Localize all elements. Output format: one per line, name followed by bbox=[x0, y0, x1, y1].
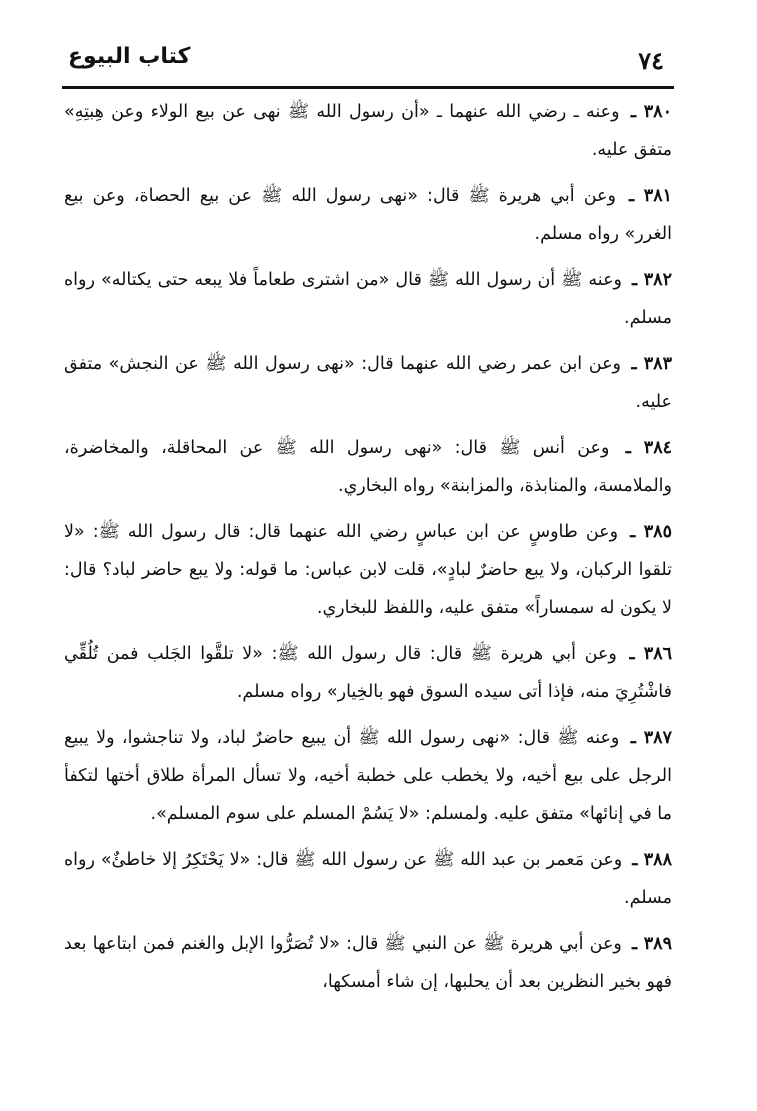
hadith-text: وعنه ﷺ أن رسول الله ﷺ قال «من اشترى طعاماً فلا يبعه حتى يكتاله» رواه مسلم. bbox=[64, 270, 672, 328]
hadith-number: ٣٨٩ ـ bbox=[631, 934, 672, 954]
hadith-text: وعن طاوسٍ عن ابن عباسٍ رضي الله عنهما قال: قال رسول الله ﷺ: «لا تلقوا الركبان، ولا يبع حاضرٌ لبادٍ»، قلت لابن عباس: ما قوله: ولا يبع حاضر لباد؟ قال: لا يكون له سمساراً» متفق عليه، واللفظ للبخاري. bbox=[64, 522, 672, 618]
hadith-text: وعن أبي هريرة ﷺ عن النبي ﷺ قال: «لا تُصَرُّوا الإبل والغنم فمن ابتاعها بعد فهو بخير النظرين بعد أن يحلبها، إن شاء أمسكها، bbox=[64, 934, 672, 992]
hadith-paragraph bbox=[64, 513, 672, 627]
hadith-paragraph bbox=[64, 93, 672, 169]
hadith-number: ٣٨٨ ـ bbox=[632, 850, 672, 870]
hadith-text: وعن أبي هريرة ﷺ قال: «نهى رسول الله ﷺ عن بيع الحصاة، وعن بيع الغرر» رواه مسلم. bbox=[64, 186, 672, 244]
hadith-number: ٣٨٢ ـ bbox=[632, 270, 672, 290]
header-rule bbox=[62, 86, 674, 89]
hadith-paragraph bbox=[64, 177, 672, 253]
page-body bbox=[64, 93, 672, 1009]
hadith-number: ٣٨٧ ـ bbox=[630, 728, 672, 748]
hadith-number: ٣٨١ ـ bbox=[629, 186, 672, 206]
hadith-text: وعن أبي هريرة ﷺ قال: قال رسول الله ﷺ: «لا تلقَّوا الجَلب فمن تُلُقِّي فاشْتُرِيَ منه، فإذا أتى سيده السوق فهو بالخِيار» رواه مسلم. bbox=[64, 644, 672, 702]
hadith-paragraph bbox=[64, 719, 672, 833]
hadith-number: ٣٨٣ ـ bbox=[631, 354, 672, 374]
hadith-text: وعن مَعمر بن عبد الله ﷺ عن رسول الله ﷺ قال: «لا يَحْتَكِرُ إلا خاطئٌ» رواه مسلم. bbox=[64, 850, 672, 908]
hadith-number: ٣٨٥ ـ bbox=[630, 522, 672, 542]
hadith-text: وعنه ـ رضي الله عنهما ـ «أن رسول الله ﷺ نهى عن بيع الولاء وعن هِبتِهِ» متفق عليه. bbox=[64, 102, 672, 160]
hadith-number: ٣٨٤ ـ bbox=[625, 438, 672, 458]
hadith-paragraph bbox=[64, 925, 672, 1001]
hadith-paragraph bbox=[64, 841, 672, 917]
hadith-paragraph bbox=[64, 429, 672, 505]
hadith-text: وعن أنس ﷺ قال: «نهى رسول الله ﷺ عن المحاقلة، والمخاضرة، والملامسة، والمنابذة، والمزابنة» رواه البخاري. bbox=[64, 438, 672, 496]
hadith-paragraph bbox=[64, 261, 672, 337]
hadith-number: ٣٨٠ ـ bbox=[630, 102, 672, 122]
hadith-text: وعن ابن عمر رضي الله عنهما قال: «نهى رسول الله ﷺ عن النجش» متفق عليه. bbox=[64, 354, 672, 412]
hadith-paragraph bbox=[64, 345, 672, 421]
page-header bbox=[62, 44, 674, 84]
page-number: ٧٤ bbox=[638, 46, 664, 75]
hadith-number: ٣٨٦ ـ bbox=[629, 644, 672, 664]
hadith-paragraph bbox=[64, 635, 672, 711]
chapter-title: كتاب البيوع bbox=[68, 44, 191, 69]
hadith-text: وعنه ﷺ قال: «نهى رسول الله ﷺ أن يبيع حاضرٌ لباد، ولا تناجشوا، ولا يبيع الرجل على بيع أخيه، ولا يخطب على خطبة أخيه، ولا تسأل المرأة طلاق أختها لتكفأ ما في إنائها» متفق عليه. ولمسلم: «لا يَسُمْ المسلم على سوم المسلم». bbox=[64, 728, 672, 824]
